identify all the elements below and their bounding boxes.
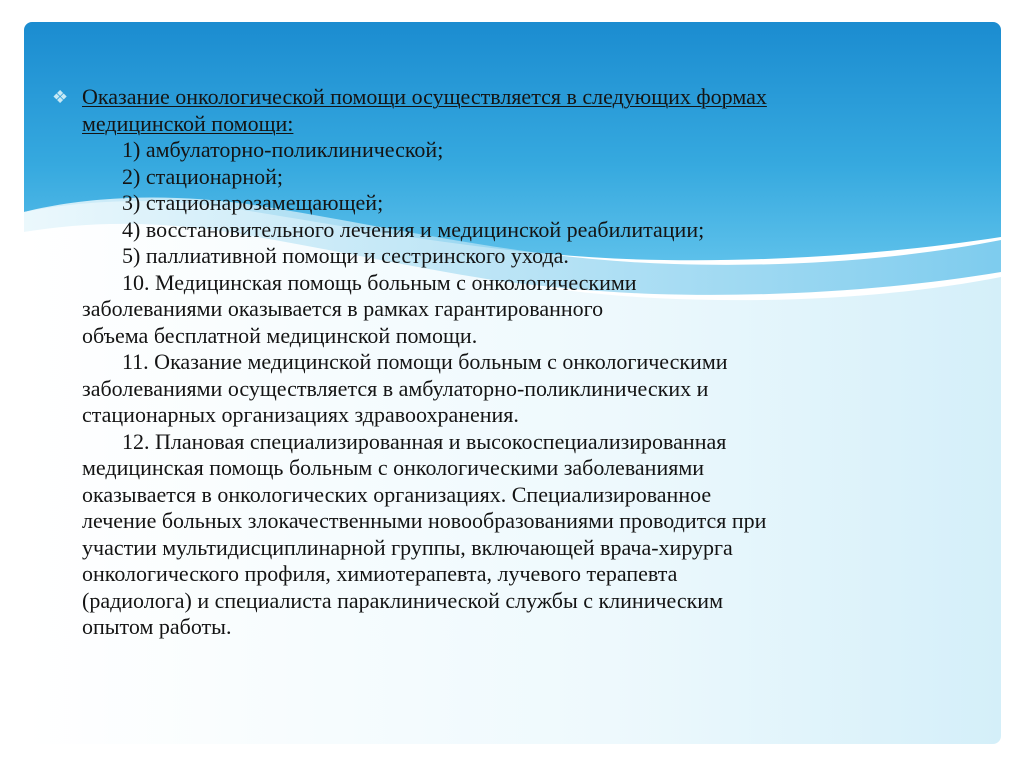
slide (24, 22, 1001, 744)
paragraph-12-line: оказывается в онкологических организациях. Специализированное (82, 481, 712, 507)
paragraph-11-line: стационарных организациях здравоохранения. (82, 402, 519, 427)
paragraph-11-line: заболеваниями осуществляется в амбулаторно-поликлинических и (82, 375, 709, 401)
paragraph-12-line: онкологического профиля, химиотерапевта, лучевого терапевта (82, 561, 678, 586)
paragraph-12-line: медицинская помощь больным с онкологическими заболеваниями (82, 455, 705, 480)
bullet-icon: ❖ (52, 87, 69, 107)
paragraph-12-line: лечение больных злокачественными новообразованиями проводится при (82, 508, 767, 533)
list-item: 4) восстановительного лечения и медицинской реабилитации; (122, 216, 705, 242)
slide-text (52, 84, 982, 641)
list-item: 3) стационарозамещающей; (122, 190, 384, 215)
list-item: 2) стационарной; (122, 163, 283, 189)
paragraph-12-line: участии мультидисциплинарной группы, включающей врача-хирурга (82, 534, 733, 560)
heading-line: Оказание онкологической помощи осуществляется в следующих формах (82, 84, 767, 109)
list-item: 1) амбулаторно-поликлинической; (122, 137, 444, 162)
paragraph-11-line: 11. Оказание медицинской помощи больным с онкологическими (122, 349, 728, 374)
paragraph-10-line: объема бесплатной медицинской помощи. (82, 322, 478, 348)
list-item: 5) паллиативной помощи и сестринского ухода. (122, 243, 569, 268)
paragraph-10-line: заболеваниями оказывается в рамках гарантированного (82, 296, 604, 321)
heading-line: медицинской помощи: (82, 110, 294, 136)
paragraph-12-line: опытом работы. (82, 614, 232, 639)
paragraph-12-line: (радиолога) и специалиста параклинической службы с клиническим (82, 587, 723, 613)
paragraph-12-line: 12. Плановая специализированная и высокоспециализированная (122, 428, 727, 454)
paragraph-10-line: 10. Медицинская помощь больным с онкологическими (122, 269, 637, 295)
